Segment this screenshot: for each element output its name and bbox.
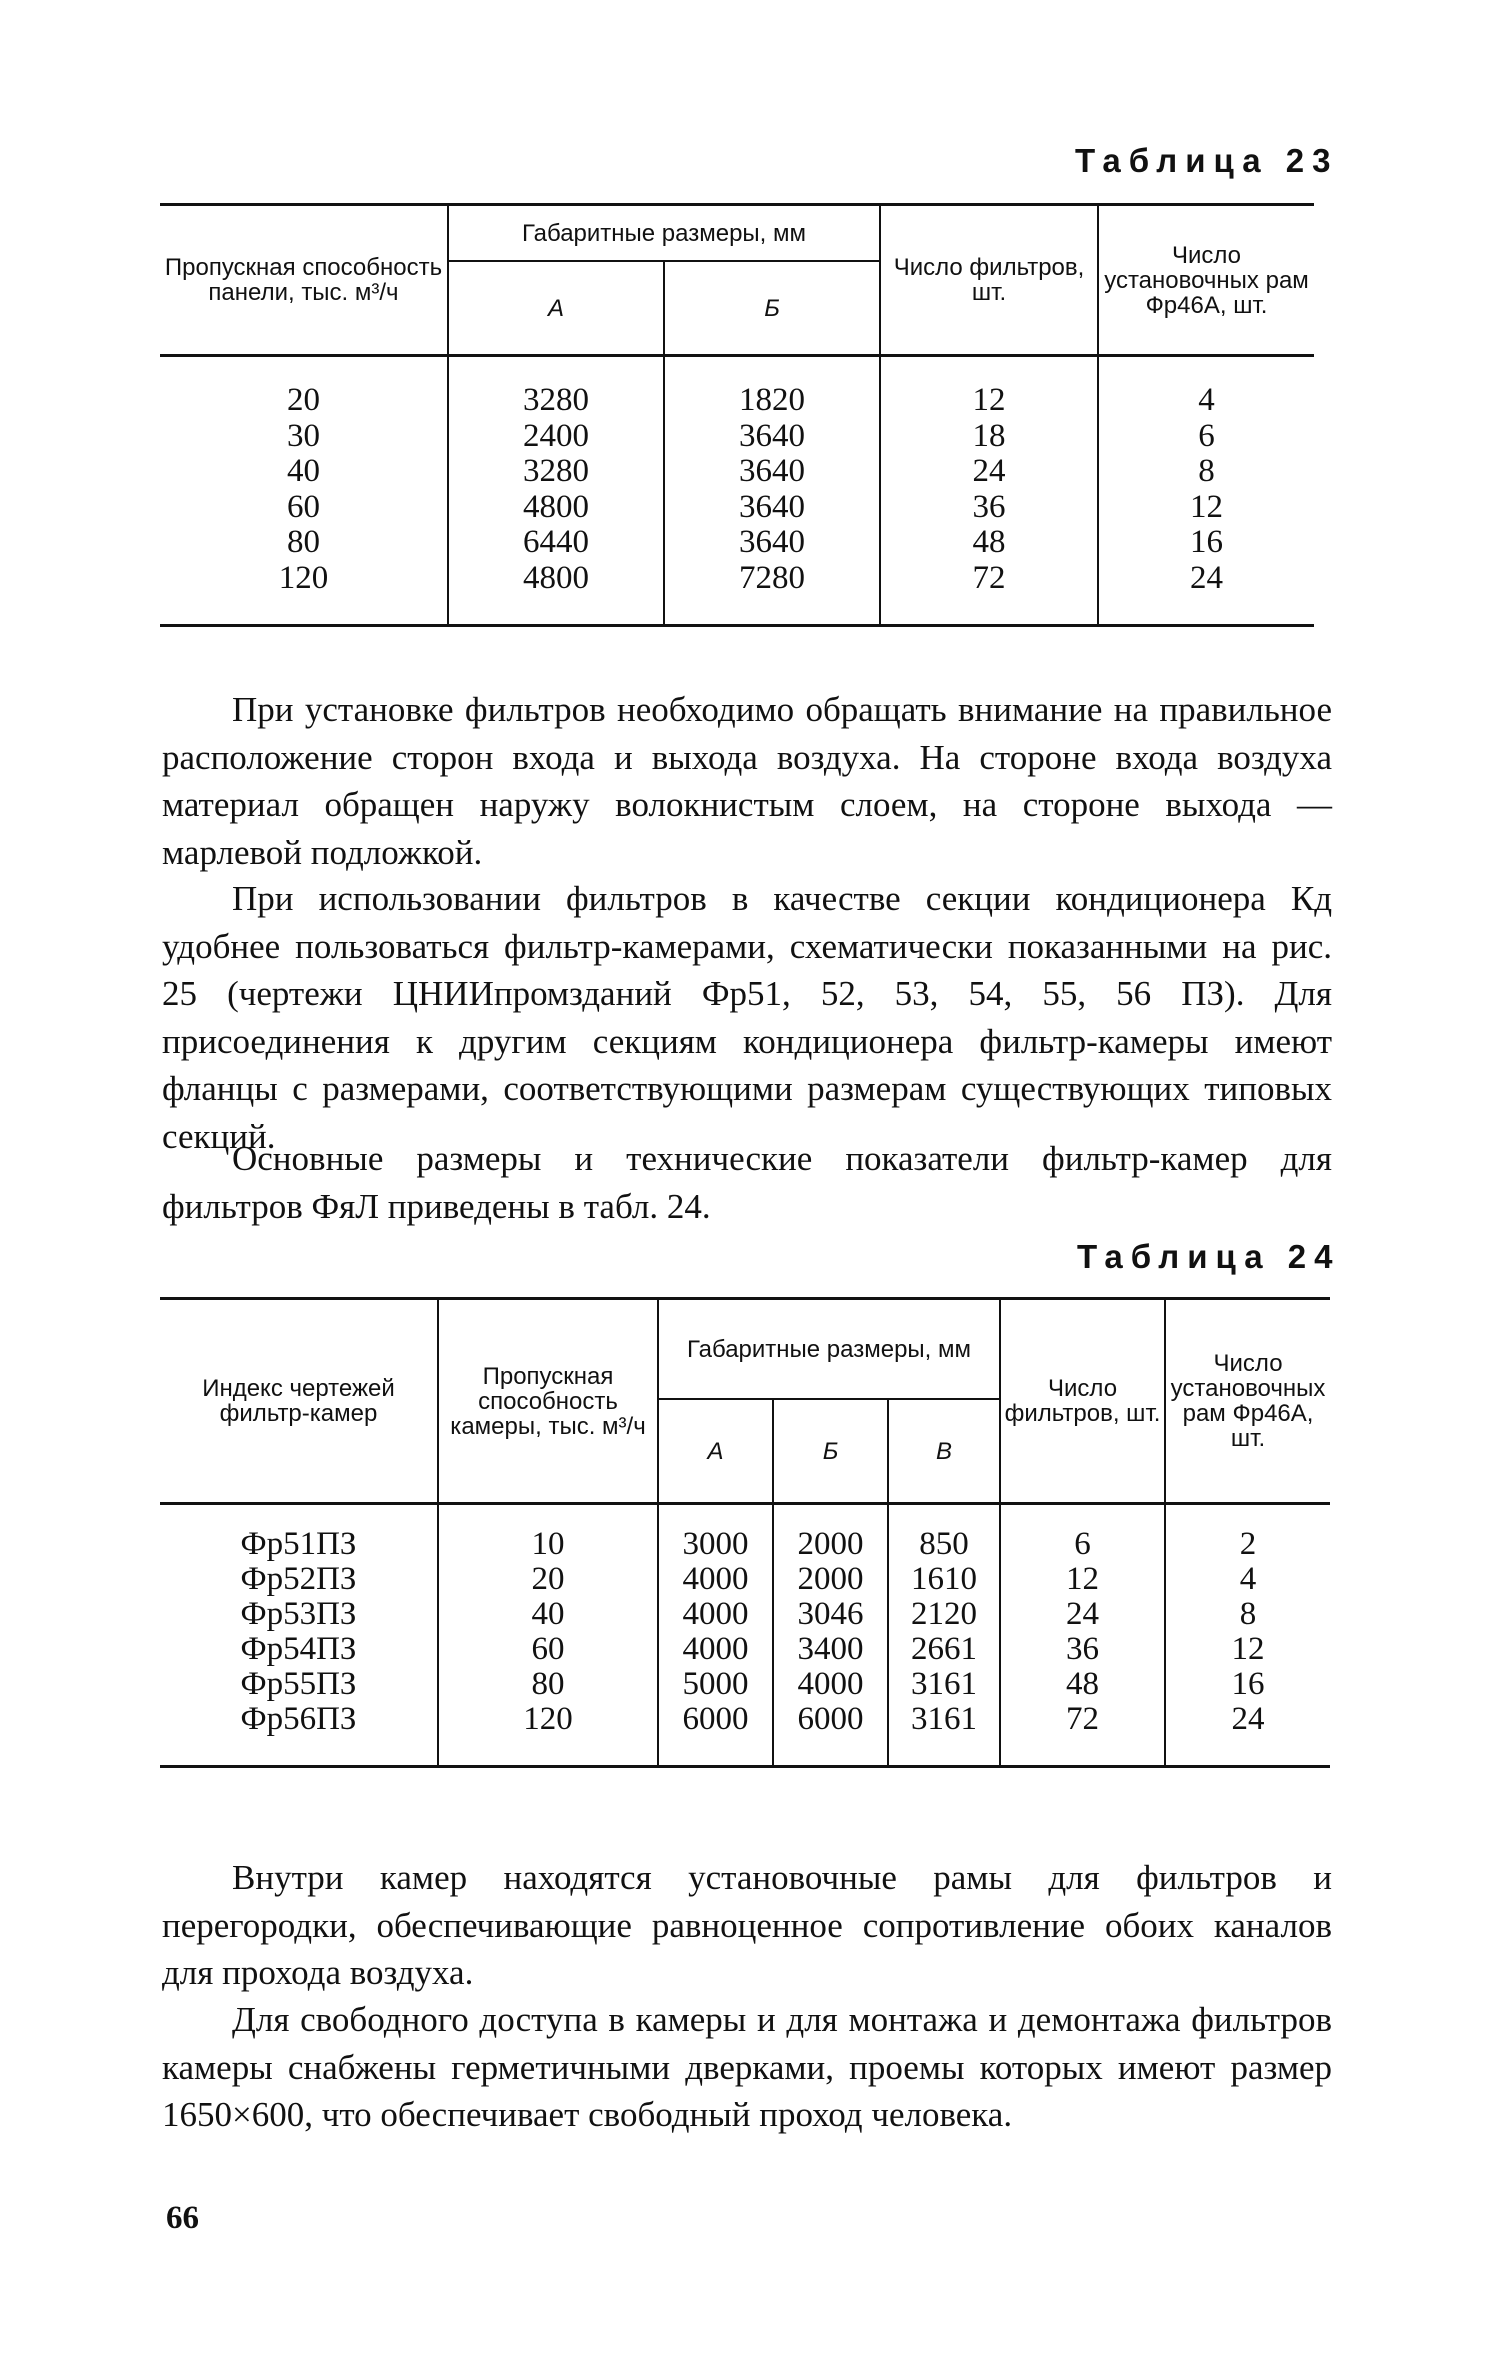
table-cell: 72 bbox=[972, 559, 1006, 596]
table-cell: 2000 bbox=[797, 1561, 864, 1597]
table-cell: 3640 bbox=[739, 488, 805, 525]
table-cell: 6000 bbox=[797, 1701, 864, 1737]
t24-header-dim-v: В bbox=[888, 1399, 1000, 1504]
table-cell: 850 bbox=[919, 1526, 969, 1562]
table-cell: 18 bbox=[972, 417, 1006, 454]
table-cell: 4800 bbox=[523, 559, 589, 596]
table-cell: 60 bbox=[531, 1631, 565, 1667]
table-cell: Фр54ПЗ bbox=[240, 1631, 357, 1667]
table-cell: 60 bbox=[287, 488, 320, 525]
table-cell: 20 bbox=[531, 1561, 565, 1597]
t24-col-index bbox=[160, 1527, 438, 1737]
t24-header-dimensions: Габаритные размеры, мм bbox=[658, 1299, 1000, 1400]
table-cell: 2120 bbox=[911, 1596, 978, 1632]
paragraph-table-reference: Основные размеры и технические показатели фильтр-камер для фильтров ФяЛ приведены в табл. 24. bbox=[162, 1139, 1332, 1226]
table-cell: Фр52ПЗ bbox=[240, 1561, 357, 1597]
table-cell: 4000 bbox=[682, 1561, 749, 1597]
table-cell: 2 bbox=[1239, 1526, 1257, 1562]
table-cell: 4000 bbox=[682, 1596, 749, 1632]
table-cell: 24 bbox=[1066, 1596, 1100, 1632]
t23-header-dimensions: Габаритные размеры, мм bbox=[448, 205, 880, 262]
table-cell: 3640 bbox=[739, 524, 805, 560]
table-cell: 80 bbox=[531, 1666, 565, 1702]
paragraph-chamber-interior: Внутри камер находятся установочные рамы для фильтров и перегородки, обеспечивающие равноценное сопротивление обоих каналов для прохода воздуха. bbox=[162, 1858, 1332, 1992]
table-cell: 12 bbox=[1066, 1561, 1100, 1597]
table-cell: 1610 bbox=[911, 1561, 978, 1597]
table-cell: 48 bbox=[1066, 1666, 1100, 1702]
table-cell: 5000 bbox=[682, 1666, 749, 1702]
t24-col-a bbox=[658, 1527, 773, 1737]
table-cell: 3640 bbox=[739, 417, 805, 454]
t24-col-capacity bbox=[438, 1527, 658, 1737]
paragraph-filter-installation: При установке фильтров необходимо обращать внимание на правильное расположение сторон входа и выхода воздуха. На стороне входа воздуха материал обращен наружу волокнистым слоем, на стороне выхода — марлевой подложкой. bbox=[162, 690, 1332, 872]
table-cell: 16 bbox=[1190, 524, 1224, 560]
t23-col-capacity bbox=[160, 383, 448, 596]
table-cell: 40 bbox=[531, 1596, 565, 1632]
table-cell: 4000 bbox=[797, 1666, 864, 1702]
table-cell: 3000 bbox=[682, 1526, 749, 1562]
page-number: 66 bbox=[166, 2200, 199, 2236]
table-cell: 6440 bbox=[523, 524, 589, 560]
paragraph-filter-chambers: При использовании фильтров в качестве секции кондиционера Кд удобнее пользоваться фильтр-камерами, схематически показанными на рис. 25 (чертежи ЦНИИпромзданий Фр51, 52, 53, 54, 55, 56 ПЗ). Для присоединения к другим секциям кондиционера фильтр-камеры имеют фланцы с размерами, соответствующими размерам существующих типовых секций. bbox=[162, 879, 1332, 1156]
t23-header-dim-b: Б bbox=[664, 261, 880, 356]
table-cell: 24 bbox=[1231, 1701, 1265, 1737]
table-cell: 12 bbox=[972, 382, 1006, 418]
t23-col-frames bbox=[1098, 383, 1314, 596]
t24-col-v bbox=[888, 1527, 1000, 1737]
table-cell: 6 bbox=[1074, 1526, 1091, 1562]
table-cell: 3161 bbox=[911, 1701, 978, 1737]
table-cell: Фр55ПЗ bbox=[240, 1666, 357, 1702]
table-cell: 30 bbox=[287, 417, 320, 454]
table-cell: 3280 bbox=[523, 382, 589, 418]
t24-header-index: Индекс чертежей фильтр-камер bbox=[160, 1299, 438, 1504]
table-cell: 4800 bbox=[523, 488, 589, 525]
paragraph-chamber-doors: Для свободного доступа в камеры и для монтажа и демонтажа фильтров камеры снабжены герметичными дверками, проемы которых имеют размер 1650×600, что обеспечивает свободный проход человека. bbox=[162, 2000, 1332, 2134]
table-cell: 4 bbox=[1239, 1561, 1257, 1597]
table-cell: 8 bbox=[1198, 453, 1215, 489]
table-cell: 72 bbox=[1066, 1701, 1100, 1737]
t24-header-filters: Число фильтров, шт. bbox=[1000, 1299, 1165, 1504]
table-cell: 4000 bbox=[682, 1631, 749, 1667]
t23-col-filters bbox=[880, 383, 1098, 596]
table-cell: 12 bbox=[1190, 488, 1224, 525]
table-cell: 3161 bbox=[911, 1666, 978, 1702]
table-cell: 6 bbox=[1198, 417, 1215, 454]
table-cell: 2400 bbox=[523, 417, 589, 454]
t23-col-b bbox=[664, 383, 880, 596]
t24-header-frames: Число установочных рам Фр46А, шт. bbox=[1170, 1350, 1326, 1452]
table-cell: 8 bbox=[1239, 1596, 1257, 1632]
t24-col-frames bbox=[1165, 1527, 1330, 1737]
table-23-title: Таблица 23 bbox=[1075, 142, 1339, 179]
t23-header-frames: Число установочных рам Фр46А, шт. bbox=[1104, 241, 1309, 319]
table-cell: 6000 bbox=[682, 1701, 749, 1737]
t23-data-row bbox=[160, 383, 1314, 596]
t24-data-row bbox=[160, 1527, 1330, 1737]
table-cell: 24 bbox=[972, 453, 1006, 489]
table-cell: 1820 bbox=[739, 382, 805, 418]
table-24-title: Таблица 24 bbox=[1077, 1238, 1341, 1275]
table-cell: 120 bbox=[523, 1701, 573, 1737]
t23-col-a bbox=[448, 383, 664, 596]
table-23 bbox=[160, 203, 1314, 627]
t24-col-filters bbox=[1000, 1527, 1165, 1737]
table-cell: 48 bbox=[972, 524, 1006, 560]
table-cell: 10 bbox=[531, 1526, 565, 1562]
table-cell: 3640 bbox=[739, 453, 805, 489]
t24-col-b bbox=[773, 1527, 888, 1737]
table-cell: 36 bbox=[1066, 1631, 1100, 1667]
table-cell: Фр53ПЗ bbox=[240, 1596, 357, 1632]
t24-header-dim-b: Б bbox=[773, 1399, 888, 1504]
table-cell: 40 bbox=[287, 453, 320, 489]
table-cell: 120 bbox=[278, 559, 329, 596]
table-cell: 12 bbox=[1231, 1631, 1265, 1667]
table-cell: 80 bbox=[287, 524, 320, 560]
table-cell: 24 bbox=[1190, 559, 1224, 596]
table-cell: 2661 bbox=[911, 1631, 978, 1667]
table-cell: 2000 bbox=[797, 1526, 864, 1562]
table-cell: 36 bbox=[972, 488, 1006, 525]
table-cell: 16 bbox=[1231, 1666, 1265, 1702]
table-cell: 3280 bbox=[523, 453, 589, 489]
table-cell: 3046 bbox=[797, 1596, 864, 1632]
t24-header-dim-a: А bbox=[658, 1399, 773, 1504]
table-cell: Фр51ПЗ bbox=[240, 1526, 357, 1562]
t24-header-capacity: Пропускная способность камеры, тыс. м³/ч bbox=[438, 1299, 658, 1504]
table-24 bbox=[160, 1297, 1330, 1768]
t23-header-filters: Число фильтров, шт. bbox=[880, 205, 1098, 356]
table-cell: 20 bbox=[287, 382, 320, 418]
table-cell: 3400 bbox=[797, 1631, 864, 1667]
t23-header-dim-a: А bbox=[448, 261, 664, 356]
table-cell: Фр56ПЗ bbox=[240, 1701, 357, 1737]
t23-header-capacity: Пропускная способность панели, тыс. м³/ч bbox=[160, 205, 448, 356]
table-cell: 4 bbox=[1198, 382, 1215, 418]
table-cell: 7280 bbox=[739, 559, 805, 596]
